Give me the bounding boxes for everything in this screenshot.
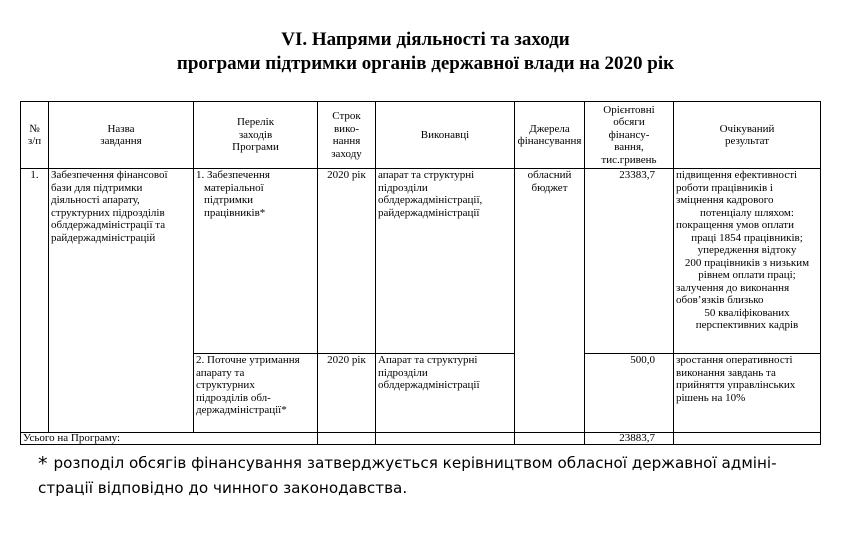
- total-label-cell: Усього на Програму:: [21, 433, 318, 445]
- measure-cell: [194, 354, 318, 433]
- header-executors: Виконавці: [376, 102, 515, 169]
- measure-cell: [194, 169, 318, 354]
- footnote-star: *: [38, 453, 48, 475]
- result-line: 200 працівників з низьким: [684, 256, 810, 269]
- header-num-line: №: [29, 122, 40, 135]
- result-line: праці 1854 працівників;: [691, 231, 803, 244]
- task-cell: Забезпечення фінансової бази для підтримки діяльності апарату, структурних підрозділів облдержадміністрації та райдержадміністрацій: [49, 169, 194, 433]
- measure-line: держадміністрації*: [196, 404, 287, 416]
- empty-cell: [376, 433, 515, 445]
- source-cell: [515, 169, 585, 433]
- header-term-line: вико-: [333, 122, 360, 135]
- header-task-line: завдання: [100, 135, 142, 147]
- header-term-line: Строк: [332, 110, 361, 122]
- header-task: [49, 102, 194, 169]
- source-line: бюджет: [531, 181, 568, 194]
- table-total-row: [21, 433, 821, 445]
- result-cell: [674, 169, 821, 354]
- result-cell: зростання оперативності виконання завдань та прийняття управлінських рішень на 10%: [674, 354, 821, 433]
- header-measures: [194, 102, 318, 169]
- header-task-line: Назва: [107, 122, 135, 135]
- header-measures-line: Програми: [232, 141, 279, 154]
- header-result-line: Очікуваний: [719, 122, 775, 135]
- volume-cell: 500,0: [585, 354, 674, 433]
- header-source-line: фінансування: [517, 135, 582, 147]
- document-title-line-2: програми підтримки органів державної влади на 2020 рік: [176, 53, 675, 74]
- table-header-row: [21, 102, 821, 169]
- header-volume-line: вання,: [614, 141, 644, 154]
- empty-cell: [515, 433, 585, 445]
- footnote-line-1: розподіл обсягів фінансування затверджується керівництвом обласної державної адміні-: [53, 454, 777, 472]
- header-measures-line: заходів: [238, 128, 273, 141]
- result-line: потенціалу шляхом:: [700, 206, 794, 219]
- measure-line: працівників*: [204, 206, 266, 219]
- footnote: [38, 451, 838, 500]
- header-term: [318, 102, 376, 169]
- row-num-cell: 1.: [21, 169, 49, 433]
- header-volume-line: фінансу-: [608, 128, 650, 141]
- empty-cell: [674, 433, 821, 445]
- total-volume-cell: 23883,7: [585, 433, 674, 445]
- term-cell: 2020 рік: [318, 169, 376, 354]
- result-line: залучення до виконання: [676, 281, 790, 294]
- measure-line: матеріальної: [204, 181, 264, 194]
- header-num: [21, 102, 49, 169]
- header-num-line: з/п: [27, 135, 42, 147]
- header-volume-line: Орієнтовні: [603, 103, 655, 116]
- header-source-line: Джерела: [529, 122, 570, 135]
- header-result-line: результат: [724, 135, 770, 147]
- volume-cell: 23383,7: [585, 169, 674, 354]
- result-line: рівнем оплати праці;: [698, 269, 796, 281]
- header-term-line: заходу: [331, 147, 362, 160]
- term-cell: 2020 рік: [318, 354, 376, 433]
- result-line: покращення умов оплати: [676, 219, 794, 231]
- footnote-line-2: страції відповідно до чинного законодавства.: [38, 479, 408, 497]
- measure-line: апарату та: [196, 366, 245, 379]
- header-volume-line: обсяги: [613, 116, 645, 129]
- header-volume: [585, 102, 674, 169]
- result-line: перспективних кадрів: [695, 319, 799, 331]
- program-measures-table: [20, 101, 821, 445]
- empty-cell: [318, 433, 376, 445]
- measure-text: Забезпечення: [207, 169, 270, 181]
- header-measures-line: Перелік: [236, 116, 275, 129]
- document-title-line-1: VI. Напрями діяльності та заходи: [281, 29, 570, 50]
- result-line: упередження відтоку: [697, 244, 797, 256]
- result-line: 50 кваліфікованих: [704, 306, 790, 319]
- measure-line: структурних: [196, 379, 255, 391]
- measure-line: підрозділів обл-: [196, 391, 271, 404]
- source-line: обласний: [527, 169, 572, 181]
- header-result: [674, 102, 821, 169]
- measure-line: підтримки: [204, 194, 254, 206]
- measure-line: [196, 169, 315, 182]
- result-line: підвищення ефективності: [676, 169, 798, 181]
- executors-cell: апарат та структурні підрозділи облдержадміністрації, райдержадміністрації: [376, 169, 515, 354]
- result-line: зміцнення кадрового: [676, 194, 774, 206]
- table-row: [21, 169, 821, 354]
- measure-line: 2. Поточне утримання: [196, 354, 300, 366]
- executors-cell: Апарат та структурні підрозділи облдержадміністрації: [376, 354, 515, 433]
- result-line: обов’язків близько: [676, 294, 764, 306]
- measure-number: 1.: [196, 169, 205, 181]
- header-term-line: нання: [332, 135, 361, 147]
- header-source: [515, 102, 585, 169]
- header-volume-line: тис.гривень: [601, 153, 657, 166]
- result-line: роботи працівників і: [676, 181, 773, 194]
